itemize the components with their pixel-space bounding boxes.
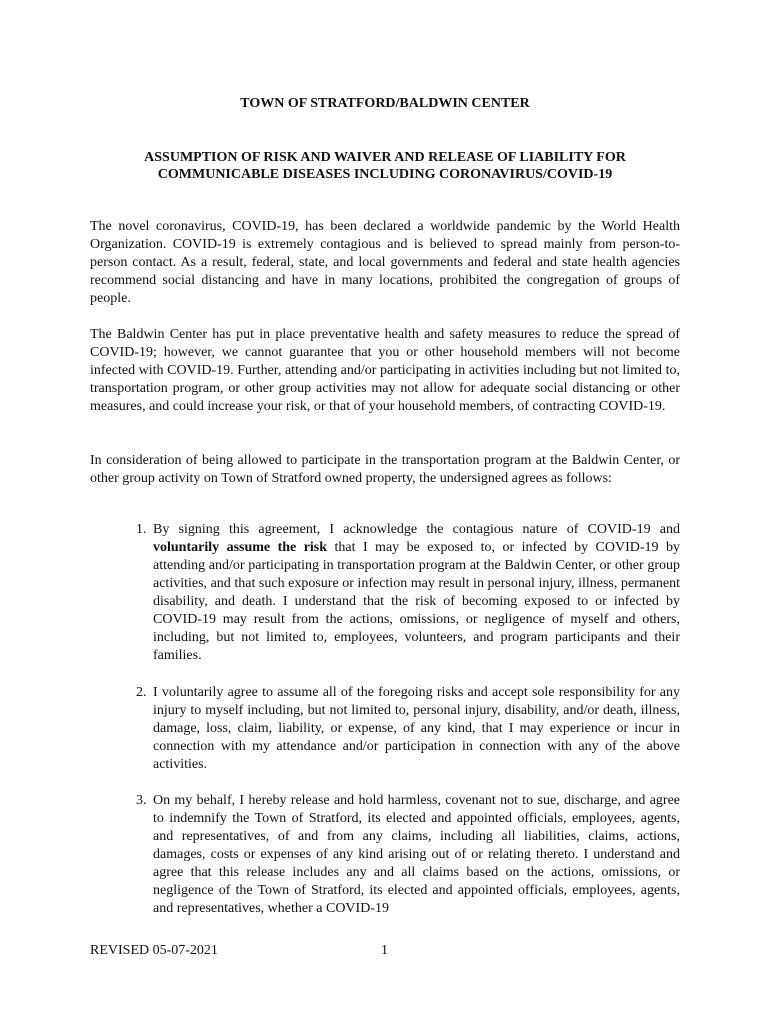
list-item-text: On my behalf, I hereby release and hold harmless, covenant not to sue, discharge, and agree to indemnify the Town of Stratford, its elected and appointed officials, employees, agents, and representatives, of and from any claims, including all liabilities, claims, actions, damages, costs or expenses of any kind arising out of or relating thereto. I understand and agree that this release includes any and all claims based on the actions, omissions, or negligence of the Town of Stratford, its elected and appointed officials, employees, agents, and representatives, whether a COVID-19 <box>153 793 680 916</box>
bold-phrase: voluntarily assume the risk <box>153 540 328 555</box>
list-item-number: 3. <box>136 793 147 808</box>
list-item-number: 1. <box>136 522 147 537</box>
list-item <box>136 684 680 774</box>
measures-paragraph: The Baldwin Center has put in place preventative health and safety measures to reduce the spread of COVID-19; however, we cannot guarantee that you or other household members will not become infected with COVID-19. Further, attending and/or participating in activities including but not limited to, transportation program, or other group activities may not allow for adequate social distancing or other measures, and could increase your risk, or that of your household members, of contracting COVID-19. <box>90 327 680 414</box>
document-title-line2: COMMUNICABLE DISEASES INCLUDING CORONAVIRUS/COVID-19 <box>157 167 613 182</box>
list-item-text: I voluntarily agree to assume all of the foregoing risks and accept sole responsibility for any injury to myself including, but not limited to, personal injury, disability, and/or death, illness, damage, loss, claim, liability, or expense, of any kind, that I may experience or incur in connection with my attendance and/or participation in connection with any of the above activities. <box>153 685 680 772</box>
document-title <box>0 149 770 183</box>
document-title-line1: ASSUMPTION OF RISK AND WAIVER AND RELEASE OF LIABILITY FOR <box>144 150 626 165</box>
consideration-paragraph: In consideration of being allowed to participate in the transportation program at the Baldwin Center, or other group activity on Town of Stratford owned property, the undersigned agrees as follows: <box>90 453 680 486</box>
list-item-text-part: that I may be exposed to, or infected by COVID-19 by attending and/or participating in transportation program at the Baldwin Center, or other group activities, and that such exposure or infection may result in personal injury, illness, permanent disability, and death. I understand that the risk of becoming exposed to or infected by COVID-19 may result from the actions, omissions, or negligence of myself and others, including, but not limited to, employees, volunteers, and program participants and their families. <box>153 540 680 663</box>
list-item-text-part: By signing this agreement, I acknowledge the contagious nature of COVID-19 and <box>153 522 680 537</box>
list-item <box>136 792 680 918</box>
revision-date: REVISED 05-07-2021 <box>90 943 218 958</box>
page-number: 1 <box>381 943 388 958</box>
list-item-number: 2. <box>136 685 147 700</box>
intro-paragraph: The novel coronavirus, COVID-19, has been declared a worldwide pandemic by the World Health Organization. COVID-19 is extremely contagious and is believed to spread mainly from person-to-person contact. As a result, federal, state, and local governments and federal and state health agencies recommend social distancing and have in many locations, prohibited the congregation of groups of people. <box>90 219 680 306</box>
org-title: TOWN OF STRATFORD/BALDWIN CENTER <box>240 96 530 111</box>
list-item-text <box>153 521 680 665</box>
list-item <box>136 521 680 665</box>
